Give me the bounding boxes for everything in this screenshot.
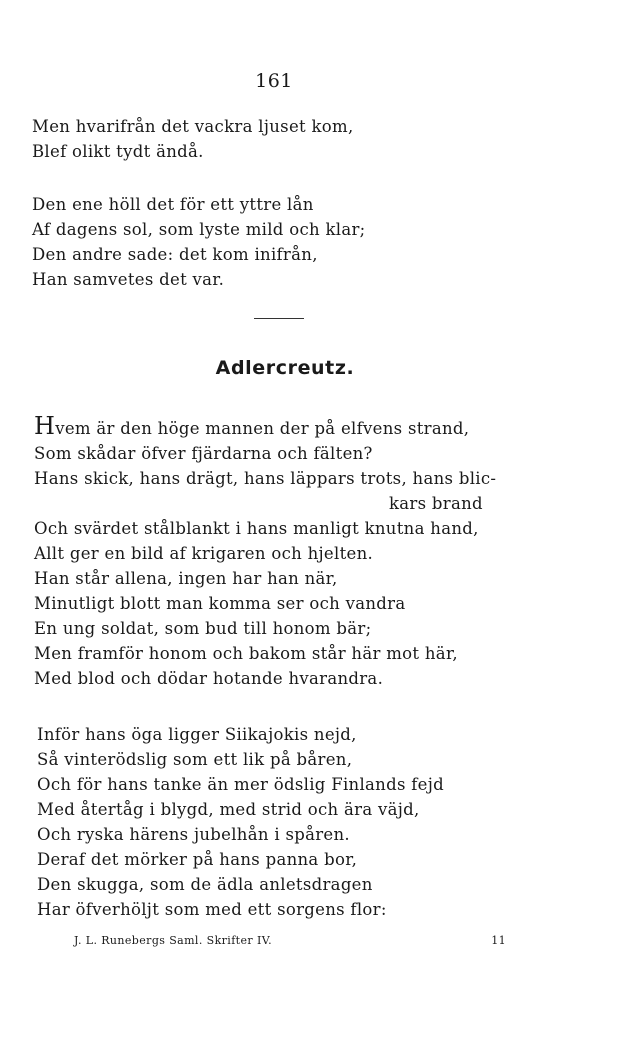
verse-line: Han samvetes det var. <box>32 270 225 289</box>
signature-mark: J. L. Runebergs Saml. Skrifter IV. <box>74 934 273 947</box>
verse-line: Men hvarifrån det vackra ljuset kom, <box>32 117 354 136</box>
stanza-1 <box>32 114 354 164</box>
sheet-number: 11 <box>491 934 506 947</box>
verse-line: Så vinterödslig som ett lik på båren, <box>37 750 353 769</box>
verse-line: Inför hans öga ligger Siikajokis nejd, <box>37 725 357 744</box>
verse-line: Den andre sade: det kom inifrån, <box>32 245 318 264</box>
page-number: 161 <box>255 70 293 92</box>
section-divider <box>254 318 304 319</box>
verse-line: Den ene höll det för ett yttre lån <box>32 195 314 214</box>
drop-cap: H <box>34 412 56 440</box>
verse-line: Med blod och dödar hotande hvarandra. <box>34 669 384 688</box>
verse-line-first <box>34 412 496 441</box>
verse-line: Och svärdet stålblankt i hans manligt knutna hand, <box>34 519 479 538</box>
verse-line: En ung soldat, som bud till honom bär; <box>34 619 372 638</box>
verse-line-first-rest: vem är den höge mannen der på elfvens strand, <box>55 419 470 438</box>
verse-line: Hans skick, hans drägt, hans läppars trots, hans blic- <box>34 469 497 488</box>
poem-title: Adlercreutz. <box>215 357 355 379</box>
verse-line: Allt ger en bild af krigaren och hjelten. <box>34 544 374 563</box>
verse-line: Den skugga, som de ädla anletsdragen <box>37 875 373 894</box>
stanza-3 <box>34 412 497 691</box>
verse-line-continuation: kars brand <box>389 494 483 513</box>
verse-line: Minutligt blott man komma ser och vandra <box>34 594 406 613</box>
verse-line: Och ryska härens jubelhån i spåren. <box>37 825 350 844</box>
verse-line: Som skådar öfver fjärdarna och fälten? <box>34 444 373 463</box>
verse-line: Deraf det mörker på hans panna bor, <box>37 850 358 869</box>
verse-line: Har öfverhöljt som med ett sorgens flor: <box>37 900 387 919</box>
verse-line: Han står allena, ingen har han när, <box>34 569 338 588</box>
verse-line: Med återtåg i blygd, med strid och ära väjd, <box>37 800 420 819</box>
verse-line: Men framför honom och bakom står här mot här, <box>34 644 458 663</box>
verse-line: Af dagens sol, som lyste mild och klar; <box>32 220 366 239</box>
stanza-2 <box>32 192 366 292</box>
verse-line: Blef olikt tydt ändå. <box>32 142 204 161</box>
verse-line: Och för hans tanke än mer ödslig Finlands fejd <box>37 775 445 794</box>
stanza-4 <box>37 722 444 922</box>
